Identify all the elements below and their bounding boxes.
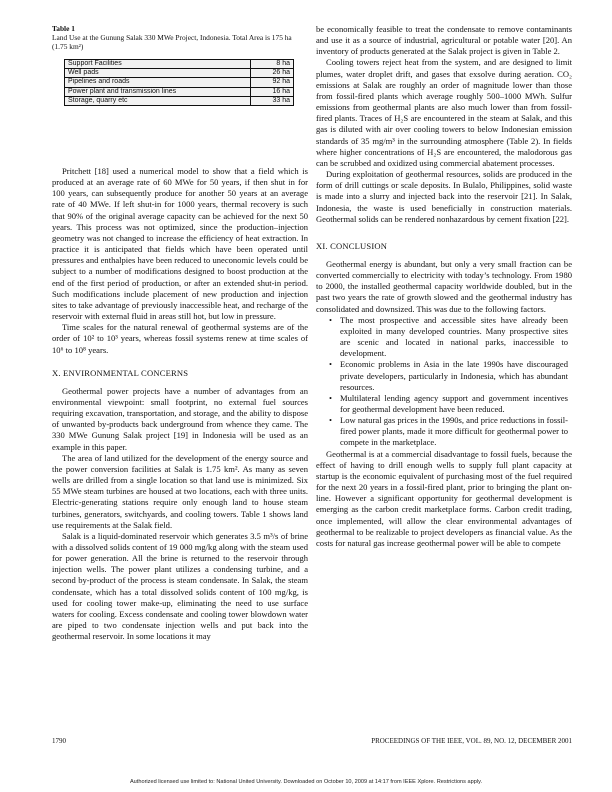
page-number: 1790 <box>52 737 66 745</box>
table-row <box>65 96 294 105</box>
section-heading-environmental: X. ENVIRONMENTAL CONCERNS <box>52 367 189 378</box>
table-cell-value: 26 ha <box>251 69 294 78</box>
authorization-notice: Authorized licensed use limited to: National United University. Downloaded on October 10, 2009 at 14:17 from IEEE Xplore. Restrictions apply. <box>129 779 483 785</box>
paragraph: be economically feasible to treat the condensate to remove contaminants and use it as a source of industrial, agricultural or potable water [20]. An inventory of products generated at the Salak project is given in Table 2. <box>316 24 572 57</box>
left-column <box>52 24 308 642</box>
paragraph: During exploitation of geothermal resources, solids are produced in the form of drill cuttings or scale deposits. In Bulalo, Philippines, solid waste is made into a slurry and injected back into the reservoir [21]. In Salak, Indonesia, the waste is used beneficially in construction materials. Geothermal solids can be rendered nonhazardous by cement fixation [22]. <box>316 169 572 224</box>
table-cell-value: 92 ha <box>251 78 294 87</box>
section-heading-conclusion: XI. CONCLUSION <box>316 240 388 251</box>
table-cell-name: Storage, quarry etc <box>65 96 251 105</box>
list-item <box>316 359 568 392</box>
bullet-icon: • <box>329 314 332 325</box>
paragraph: Time scales for the natural renewal of geothermal systems are of the order of 10² to 10³ years, whereas fossil systems renew at time scales of 10⁶ to 10⁸ years. <box>52 322 308 355</box>
paragraph: The area of land utilized for the development of the energy source and the power conversion facilities at Salak is 1.75 km². As many as seven wells are drilled from a single location so that land use is minimized. Six 55 MWe steam turbines are housed at two locations, each with three units. Electric-generating stations require only enough land to house steam turbines, generators, switchyards, and cooling towers. Table 1 shows land use requirements at the Salak field. <box>52 452 308 530</box>
table-cell-value: 16 ha <box>251 87 294 96</box>
factor-list <box>316 315 572 449</box>
list-item-text: Economic problems in Asia in the late 1990s have discouraged private developers, particularly in Indonesia, which has abundant resources. <box>340 359 568 392</box>
table-cell-value: 8 ha <box>251 60 294 69</box>
paragraph: Geothermal energy is abundant, but only a very small fraction can be converted commercially to electricity with today’s technology. From 1980 to 2000, the installed geothermal capacity worldwide doubled, but in the past two years the rate of growth slowed and the geothermal industry has consolidated and downsized. This was due to the following factors. <box>316 258 572 314</box>
table-cell-name: Support Facilities <box>65 60 251 69</box>
bullet-icon: • <box>329 359 332 370</box>
paragraph: Pritchett [18] used a numerical model to show that a field which is produced at an average rate of 60 MWe for 50 years, if then shut in for 100 years, can subsequently produce for another 50 years at an average rate of 40 MWe. If left shut-in for 1000 years, thermal recovery is such that 90% of the original average capacity can be achieved for the next 50 years. This process was not optimized, since the production–injection geometry was not changed to increase the efficiency of heat extraction. In practice it is anticipated that fields which have been operated until pressures and enthalpies have been reduced to uneconomic levels could be subject to a number of modifications designed to boost production at the end of the first period of production, or after an extended shut-in period. Such modifications include placement of new production and injection sites to take advantage of previously inaccessible heat, and recharge of the reservoir with external fluid in areas still hot, but low in pressure. <box>52 166 308 322</box>
list-item-text: Low natural gas prices in the 1990s, and price reductions in fossil-fired power plants, made it more difficult for geothermal power to compete in the marketplace. <box>340 415 568 448</box>
table-cell-name: Well pads <box>65 69 251 78</box>
paragraph: Salak is a liquid-dominated reservoir which generates 3.5 m³/s of brine with a dissolved solids content of 19 000 mg/kg along with the steam used for power generation. All the brine is returned to the reservoir through injection wells. The power plant utilizes a condensing turbine, and a second by-product of the process is steam condensate. In Salak, the steam condensate, which has a total dissolved solids content of 100 mg/kg, is used for cooling tower make-up, eliminating the need to use surface waters for cooling. Excess condensate and cooling tower blowdown water are piped to two condensate injection wells and put back into the geothermal reservoir. In some locations it may <box>52 530 308 642</box>
table-row <box>65 60 294 69</box>
journal-citation: PROCEEDINGS OF THE IEEE, VOL. 89, NO. 12, DECEMBER 2001 <box>371 737 572 745</box>
table-caption-block <box>52 24 308 51</box>
table-cell-value: 33 ha <box>251 96 294 105</box>
table-cell-name: Power plant and transmission lines <box>65 87 251 96</box>
table-row <box>65 69 294 78</box>
paragraph: Cooling towers reject heat from the system, and are designed to limit plumes, water droplet drift, and gases that exsolve during aeration. CO₂ emissions at Salak are roughly an order of magnitude lower than those from fossil-fired plants which average roughly 500–1000 MWh. Sulfur emissions from geothermal plants are also much lower than from fossil-fired plants. Traces of H₂S are encountered in the steam at Salak, and this gas is diluted with air over cooling towers to below Indonesian emission standards of 35 mg/m³ in the surrounding atmosphere (Table 2). In fields where higher concentrations of H₂S are encountered, the malodorous gas can be scrubbed and oxidized using commercial abatement processes. <box>316 57 572 168</box>
table-caption: Land Use at the Gunung Salak 330 MWe Project, Indonesia. Total Area is 175 ha (1.75 km²) <box>52 33 292 51</box>
bullet-icon: • <box>329 392 332 403</box>
list-item <box>316 315 568 360</box>
list-item-text: Multilateral lending agency support and government incentives for geothermal development have been reduced. <box>340 392 568 414</box>
paragraph: Geothermal is at a commercial disadvantage to fossil fuels, because the effect of having to drill enough wells to supply full plant capacity at startup is the economic equivalent of purchasing most of the fuel required for the next 20 years in a fossil-fired plant, prior to bringing the plant on-line. However a significant opportunity for geothermal development is emerging as the carbon credit marketplace forms. Carbon credit trading, once implemented, will allow the clear environmental advantages of geothermal to be realizable to project developers as financial value. As the costs for natural gas increase geothermal power will be able to compete <box>316 448 572 548</box>
paragraph: Geothermal power projects have a number of advantages from an environmental viewpoint: small footprint, no external fuel sources requiring excavation, transportation, and storage, and the ability to dispose of unwanted by-products back underground from whence they came. The 330 MWe Gunung Salak project [19] in Indonesia will be used as an example in this paper. <box>52 385 308 452</box>
table-label: Table 1 <box>52 24 75 33</box>
list-item-text: The most prospective and accessible sites have already been exploited in many developed countries. Many prospective sites are scenic and located in national parks, inaccessible to development. <box>340 314 568 359</box>
table-row <box>65 78 294 87</box>
list-item <box>316 393 568 415</box>
table-row <box>65 87 294 96</box>
list-item <box>316 415 568 448</box>
land-use-table <box>64 59 294 106</box>
right-column <box>316 24 572 549</box>
bullet-icon: • <box>329 415 332 426</box>
table-cell-name: Pipelines and roads <box>65 78 251 87</box>
